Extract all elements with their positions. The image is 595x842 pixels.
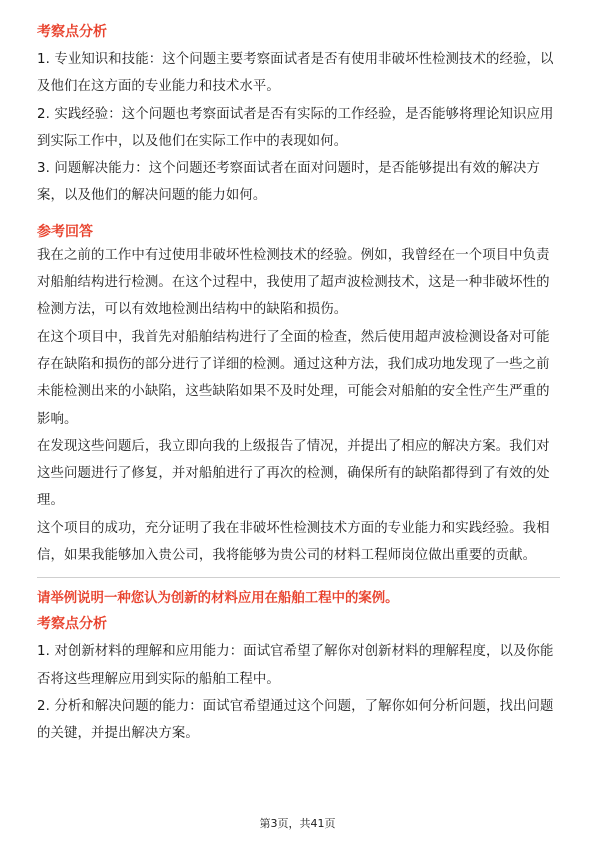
interview-question: 请举例说明一种您认为创新的材料应用在船舶工程中的案例。 <box>37 591 399 607</box>
answer-paragraph-1: 我在之前的工作中有过使用非破坏性检测技术的经验。例如，我曾经在一个项目中负责对船舶结构进行检测。在这个过程中，我使用了超声波检测技术，这是一种非破坏性的检测方法，可以有效地检测出结构中的缺陷和损伤。 <box>37 247 550 318</box>
answer-paragraph-3: 在发现这些问题后，我立即向我的上级报告了情况，并提出了相应的解决方案。我们对这些问题进行了修复，并对船舶进行了再次的检测，确保所有的缺陷都得到了有效的处理。 <box>37 438 550 509</box>
analysis-item-3: 3. 问题解决能力：这个问题还考察面试者在面对问题时，是否能够提出有效的解决方案，以及他们的解决问题的能力如何。 <box>37 161 540 204</box>
answer-paragraph-2: 在这个项目中，我首先对船舶结构进行了全面的检查，然后使用超声波检测设备对可能存在缺陷和损伤的部分进行了详细的检测。通过这种方法，我们成功地发现了一些之前未能检测出来的小缺陷，这些缺陷如果不及时处理，可能会对船舶的安全性产生严重的影响。 <box>37 329 550 427</box>
section-heading-analysis: 考察点分析 <box>37 24 107 40</box>
analysis-item-2: 2. 实践经验：这个问题也考察面试者是否有实际的工作经验，是否能够将理论知识应用到实际工作中，以及他们在实际工作中的表现如何。 <box>37 106 554 149</box>
section-heading-reference-answer: 参考回答 <box>37 223 93 240</box>
analysis2-item-2: 2. 分析和解决问题的能力：面试官希望通过这个问题，了解你如何分析问题，找出问题的关键，并提出解决方案。 <box>37 698 554 742</box>
section-heading-analysis-2: 考察点分析 <box>37 616 107 633</box>
page-number: 第3页，共41页 <box>259 817 336 830</box>
section-divider <box>37 577 560 578</box>
analysis-item-1: 1. 专业知识和技能：这个问题主要考察面试者是否有使用非破坏性检测技术的经验，以及他们在这方面的专业能力和技术水平。 <box>37 52 554 95</box>
analysis2-item-1: 1. 对创新材料的理解和应用能力：面试官希望了解你对创新材料的理解程度，以及你能否将这些理解应用到实际的船舶工程中。 <box>37 644 554 687</box>
answer-paragraph-4: 这个项目的成功，充分证明了我在非破坏性检测技术方面的专业能力和实践经验。我相信，如果我能够加入贵公司，我将能够为贵公司的材料工程师岗位做出重要的贡献。 <box>37 520 550 564</box>
page-content <box>37 22 560 748</box>
